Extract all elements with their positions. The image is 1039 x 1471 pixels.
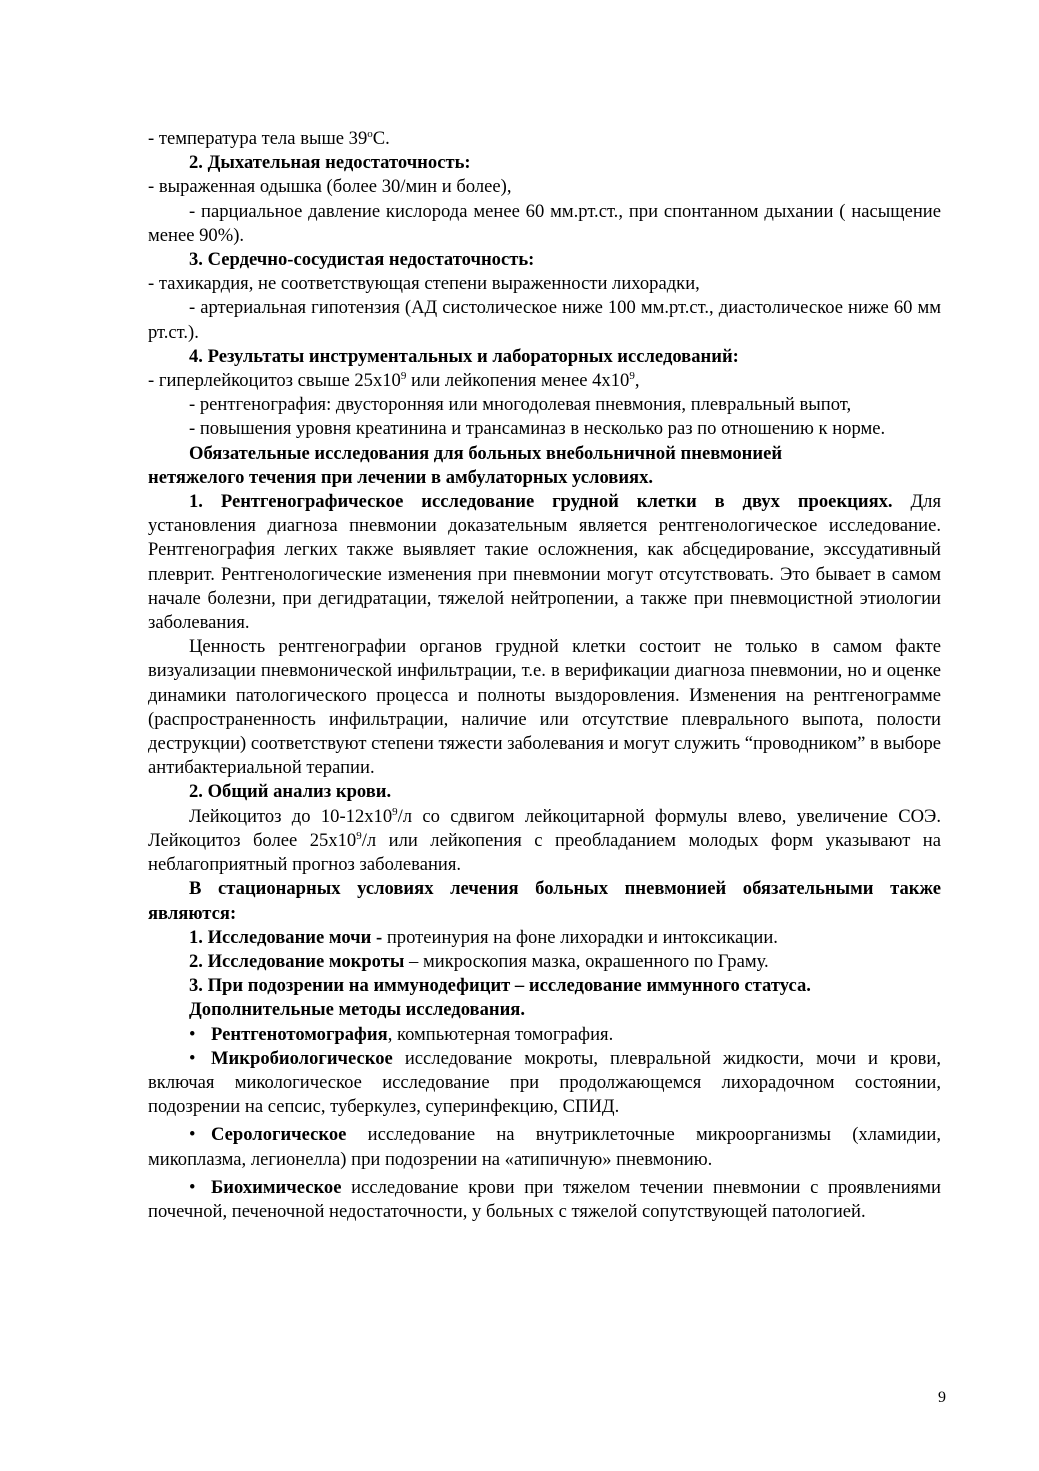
sputum-title: 2. Исследование мокроты [189,950,405,972]
urine-title: 1. Исследование мочи - [189,926,383,948]
xray-value-paragraph: Ценность рентгенографии органов грудной клетки состоит не только в самом факте визуализации пневмонической инфильтрации, т.е. в верификации диагноза пневмонии, но и оценке динамики патологического процесса и полноты выздоровления. Изменения на рентгенограмме (распространенность инфильтрации, наличие или отсутствие плеврального выпота, полости деструкции) соответствуют степени тяжести заболевания и могут служить “проводником” в выборе антибактериальной терапии. [148,636,942,779]
respiratory-item-1: - выраженная одышка (более 30/мин и более), [148,176,512,198]
xray-text: Для установления диагноза пневмонии доказательным является рентгенологическое исследование. Рентгенография легких также выявляет такие осложнения, как абсцедирование, экссудативный плеврит. Рентгенологические изменения при пневмонии могут отсутствовать. Это бывает в самом начале болезни, при дегидратации, тяжелой нейтропении, а также при пневмоцистной этиологии заболевания. [148,491,941,634]
bullet-1-title: Рентгенотомография [211,1023,388,1045]
bullet-3-text: исследование на внутриклеточные микроорганизмы (хламидии, микоплазма, легионелла) при подозрении на «атипичную» пневмонию. [148,1124,941,1170]
hospital-heading: В стационарных условиях лечения больных пневмонией обязательными также являются: [148,878,941,924]
bullet-icon: • [189,1124,196,1146]
blood-sup-2: 9 [356,829,362,842]
results-heading: 4. Результаты инструментальных и лабораторных исследований: [189,345,739,367]
immune-line: 3. При подозрении на иммунодефицит – исследование иммунного статуса. [189,975,811,997]
cardio-item-1: - тахикардия, не соответствующая степени выраженности лихорадки, [148,273,700,295]
mandatory-heading-line-1: Обязательные исследования для больных внебольничной пневмонией [189,442,783,464]
page-number: 9 [938,1389,946,1406]
urine-text: протеинурия на фоне лихорадки и интоксикации. [382,926,778,948]
temperature-line [148,127,941,151]
bullet-item-microbiology [148,1047,941,1120]
degree-sup: о [367,127,373,140]
blood-text-b: /л со сдвигом лейкоцитарной формулы влево, увеличение СОЭ. Лейкоцитоз более 25х10 [148,805,941,851]
results-sup-1: 9 [400,369,407,382]
bullet-icon: • [189,1023,196,1045]
results-item-1-c: , [634,370,640,392]
bullet-4-title: Биохимическое [211,1176,342,1198]
bullet-1-text: , компьютерная томография. [387,1023,614,1045]
urine-line [148,926,941,950]
blood-text-c: /л или лейкопения с преобладанием молодых форм указывают на неблагоприятный прогноз заболевания. [148,829,942,876]
bullet-item-serology [148,1123,941,1171]
bullet-icon: • [189,1047,196,1069]
xray-paragraph [148,490,941,635]
extra-heading: Дополнительные методы исследования. [189,999,526,1021]
results-item-1-a: - гиперлейкоцитоз свыше 25х10 [148,370,401,392]
blood-sup-1: 9 [392,805,398,818]
bullet-item-tomography [148,1023,941,1047]
bullet-4-text: исследование крови при тяжелом течении пневмонии с проявлениями почечной, печеночной недостаточности, у больных с тяжелой сопутствующей патологией. [148,1176,941,1222]
blood-text-a: Лейкоцитоз до 10-12х10 [189,805,393,827]
cardio-heading: 3. Сердечно-сосудистая недостаточность: [189,249,535,271]
respiratory-item-2: - парциальное давление кислорода менее 60 мм.рт.ст., при спонтанном дыхании ( насыщение менее 90%). [148,200,941,246]
results-item-1 [148,369,941,393]
temperature-text: - температура тела выше 39 [148,128,368,149]
bullet-2-title: Микробиологическое [211,1047,393,1069]
cardio-item-2: - артериальная гипотензия (АД систолическое ниже 100 мм.рт.ст., диастолическое ниже 60 мм рт.ст.). [148,297,941,343]
results-item-1-b: или лейкопения менее 4х10 [406,370,630,392]
bullet-item-biochemistry [148,1176,941,1224]
sputum-text: – микроскопия мазка, окрашенного по Граму. [404,950,769,972]
results-item-2: - рентгенография: двусторонняя или многодолевая пневмония, плевральный выпот, [189,394,852,416]
results-item-3: - повышения уровня креатинина и трансаминаз в несколько раз по отношению к норме. [189,418,886,440]
bullet-2-text: исследование мокроты, плевральной жидкости, мочи и крови, включая микологическое исследование при продолжающемся лихорадочном состоянии, подозрении на сепсис, туберкулез, суперинфекцию, СПИД. [148,1047,941,1118]
bullet-3-title: Серологическое [211,1124,347,1146]
respiratory-heading: 2. Дыхательная недостаточность: [189,152,471,174]
sputum-line [148,950,941,974]
blood-paragraph [148,805,941,878]
temperature-unit: С. [372,128,390,149]
page-body [148,127,941,1224]
xray-title: 1. Рентгенографическое исследование грудной клетки в двух проекциях. [189,491,893,513]
mandatory-heading-line-2: нетяжелого течения при лечении в амбулаторных условиях. [148,466,654,488]
blood-heading: 2. Общий анализ крови. [189,781,392,803]
bullet-icon: • [189,1176,196,1198]
results-sup-2: 9 [629,369,635,382]
